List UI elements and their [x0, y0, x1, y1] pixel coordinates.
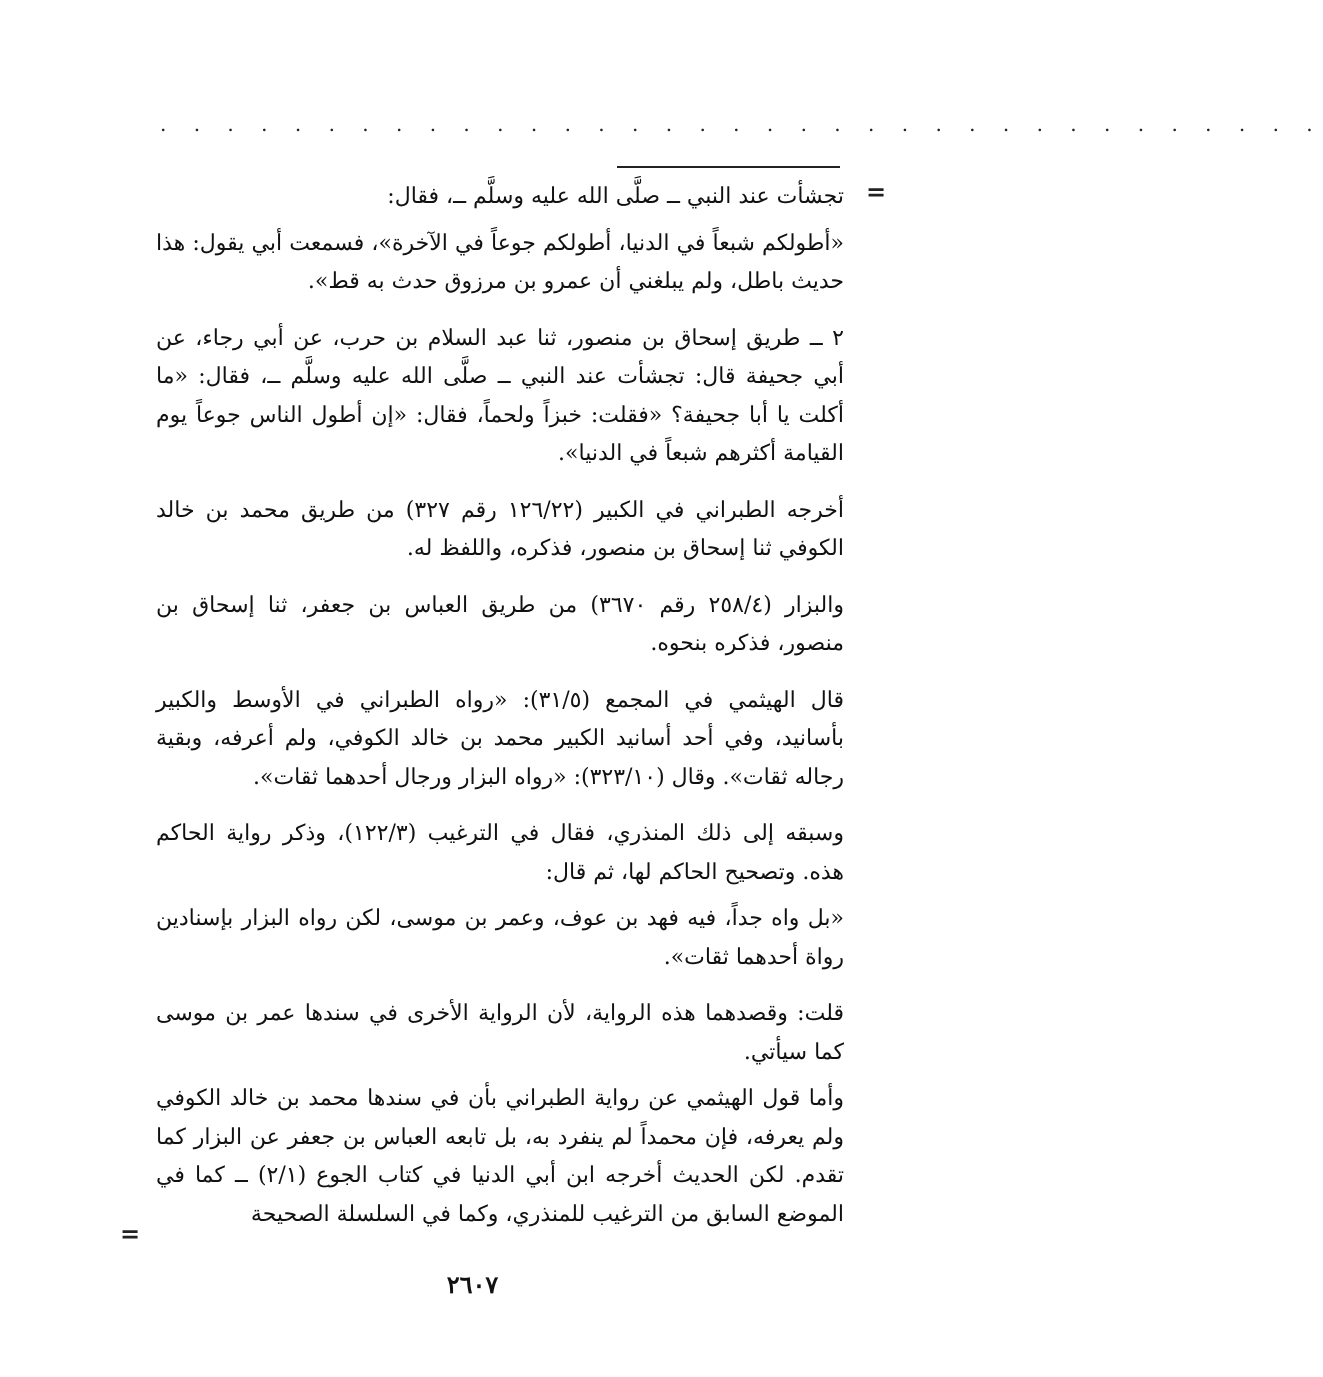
page-body: [156, 178, 844, 1234]
continuation-mark-bottom: =: [120, 1219, 141, 1248]
footnote-rule: [617, 166, 840, 168]
paragraph-3: ٢ ــ طريق إسحاق بن منصور، ثنا عبد السلام بن حرب، عن أبي رجاء، عن أبي جحيفة قال: تجشأت عند النبي ــ صلَّى الله عليه وسلَّم ــ، فقال: «ما أكلت يا أبا جحيفة؟ «فقلت: خبزاً ولحماً، فقال: «إن أطول الناس جوعاً يوم القيامة أكثرهم شبعاً في الدنيا».: [156, 325, 844, 466]
paragraph-10: وأما قول الهيثمي عن رواية الطبراني بأن في سندها محمد بن خالد الكوفي ولم يعرفه، فإن محمداً لم ينفرد به، بل تابعه العباس بن جعفر عن البزار كما تقدم. لكن الحديث أخرجه ابن أبي الدنيا في كتاب الجوع (٢/١) ــ كما في الموضع السابق من الترغيب للمنذري، وكما في السلسلة الصحيحة: [156, 1086, 844, 1227]
continuation-mark-top: =: [866, 177, 887, 206]
paragraph-4: أخرجه الطبراني في الكبير (١٢٦/٢٢ رقم ٣٢٧) من طريق محمد بن خالد الكوفي ثنا إسحاق بن منصور، فذكره، واللفظ له.: [156, 497, 845, 561]
dotted-divider: . . . . . . . . . . . . . . . . . . . . . . . . . . . . . . . . . . .: [160, 112, 1323, 136]
paragraph-9: قلت: وقصدهما هذه الرواية، لأن الرواية الأخرى في سندها عمر بن موسى كما سيأتي.: [156, 1001, 844, 1065]
paragraph-6: قال الهيثمي في المجمع (٣١/٥): «رواه الطبراني في الأوسط والكبير بأسانيد، وفي أحد أسانيد الكبير محمد بن خالد الكوفي، ولم أعرفه، وبقية رجاله ثقات». وقال (٣٢٣/١٠): «رواه البزار ورجال أحدهما ثقات».: [156, 687, 844, 790]
paragraph-1: تجشأت عند النبي ــ صلَّى الله عليه وسلَّم ــ، فقال:: [387, 184, 844, 209]
paragraph-2: «أطولكم شبعاً في الدنيا، أطولكم جوعاً في الآخرة»، فسمعت أبي يقول: هذا حديث باطل، ولم يبلغني أن عمرو بن مرزوق حدث به قط».: [156, 230, 844, 294]
paragraph-8: «بل واه جداً، فيه فهد بن عوف، وعمر بن موسى، لكن رواه البزار بإسنادين رواة أحدهما ثقات».: [156, 906, 844, 970]
paragraph-7: وسبقه إلى ذلك المنذري، فقال في الترغيب (١٢٢/٣)، وذكر رواية الحاكم هذه. وتصحيح الحاكم لها، ثم قال:: [156, 821, 844, 885]
page-number: ٢٦٠٧: [446, 1270, 499, 1299]
paragraph-5: والبزار (٢٥٨/٤ رقم ٣٦٧٠) من طريق العباس بن جعفر، ثنا إسحاق بن منصور، فذكره بنحوه.: [156, 592, 844, 656]
